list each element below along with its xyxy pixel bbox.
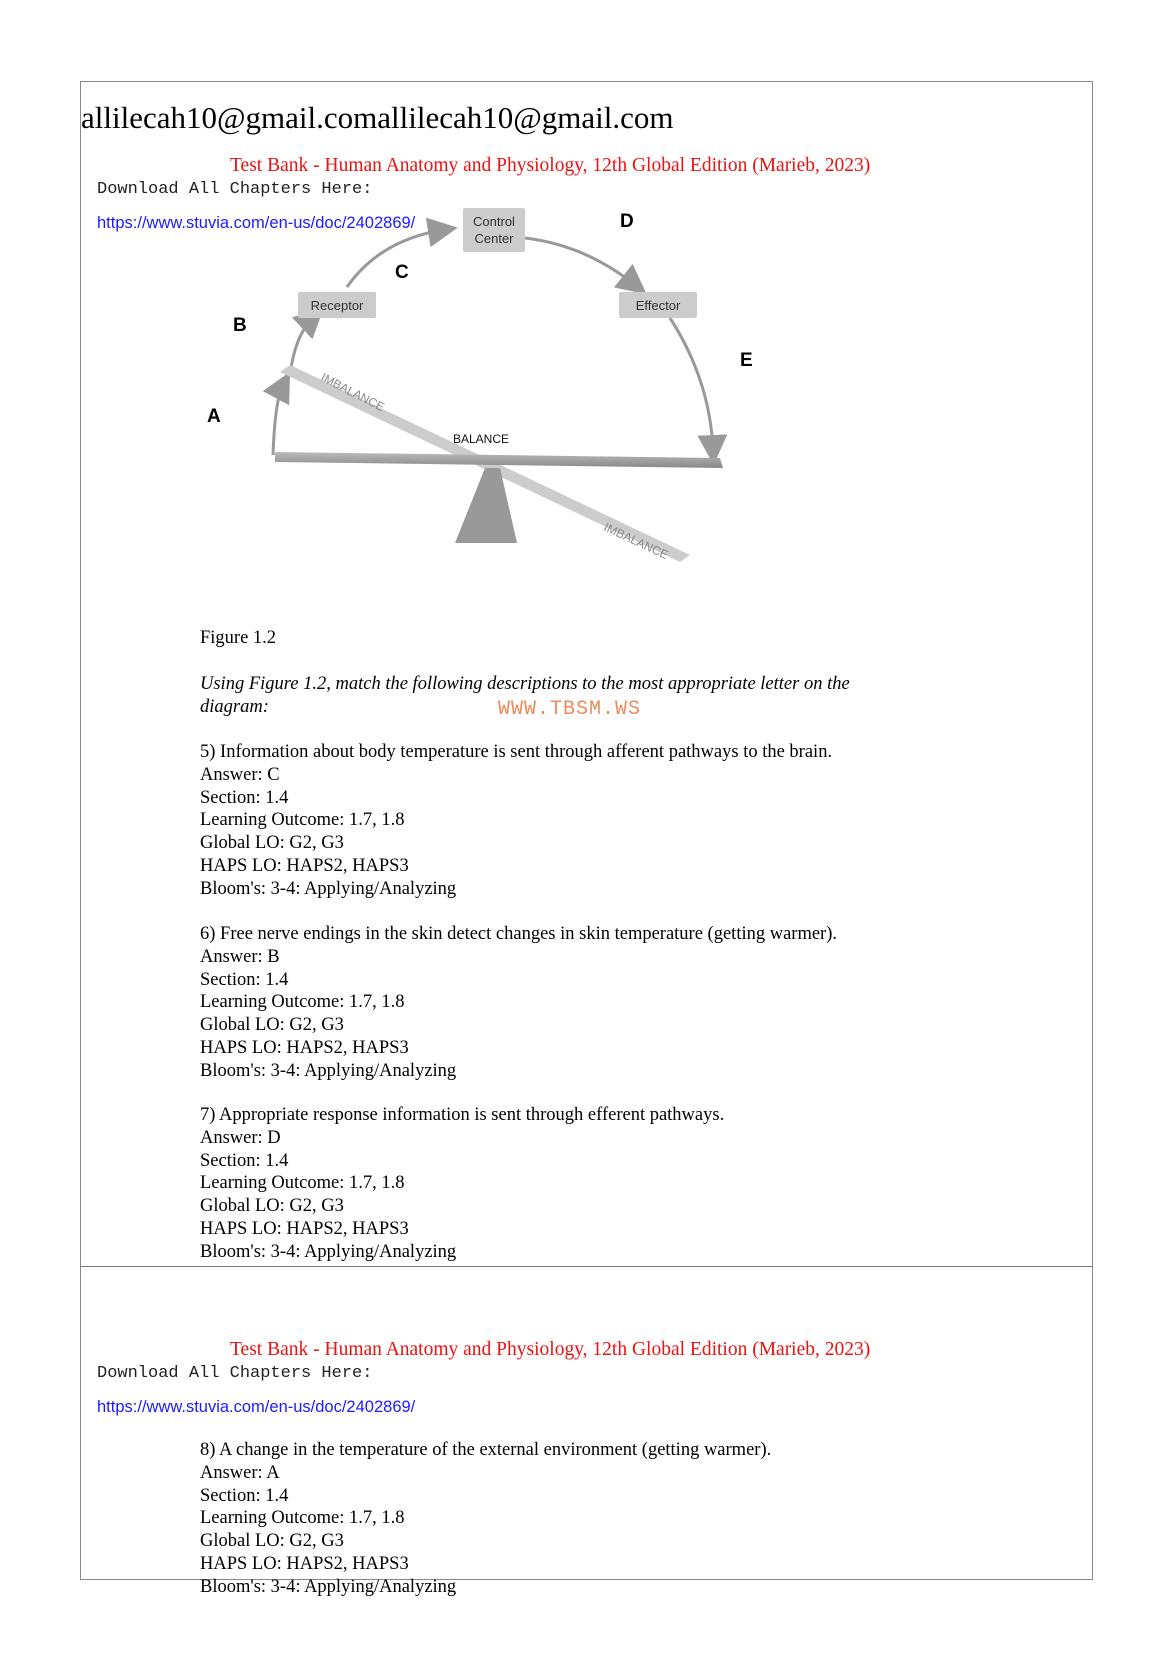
learning-outcome: Learning Outcome: 1.7, 1.8 xyxy=(200,992,405,1013)
download-label-2: Download All Chapters Here: xyxy=(97,1364,373,1383)
arrow-b xyxy=(290,318,313,375)
figure-caption: Figure 1.2 xyxy=(200,628,277,648)
effector-label: Effector xyxy=(635,298,681,313)
question-text: 6) Free nerve endings in the skin detect changes in skin temperature (getting warmer). xyxy=(200,924,838,944)
banner-title-2: Test Bank - Human Anatomy and Physiology, 12th Global Edition (Marieb, 2023) xyxy=(230,1339,871,1360)
control-label-2: Center xyxy=(474,231,514,246)
question-text: 7) Appropriate response information is sent through efferent pathways. xyxy=(200,1105,725,1125)
arrow-d xyxy=(525,238,635,285)
haps-lo: HAPS LO: HAPS2, HAPS3 xyxy=(200,1037,409,1058)
blooms: Bloom's: 3-4: Applying/Analyzing xyxy=(200,1060,457,1081)
page-divider xyxy=(80,1266,1092,1267)
question-text: 5) Information about body temperature is sent through afferent pathways to the brain. xyxy=(200,742,833,762)
homeostasis-diagram xyxy=(195,200,775,570)
instructions-cont: diagram: xyxy=(200,697,269,717)
answer: Answer: A xyxy=(200,1462,280,1483)
download-label: Download All Chapters Here: xyxy=(97,180,373,199)
learning-outcome: Learning Outcome: 1.7, 1.8 xyxy=(200,810,405,831)
global-lo: Global LO: G2, G3 xyxy=(200,1196,344,1217)
letter-a: A xyxy=(207,406,221,427)
question-7 xyxy=(200,1104,724,1264)
answer: Answer: C xyxy=(200,764,280,785)
global-lo: Global LO: G2, G3 xyxy=(200,1015,344,1036)
letter-b: B xyxy=(233,315,247,336)
email-header: allilecah10@gmail.comallilecah10@gmail.com xyxy=(81,100,674,135)
haps-lo: HAPS LO: HAPS2, HAPS3 xyxy=(200,855,409,876)
global-lo: Global LO: G2, G3 xyxy=(200,1531,344,1552)
letter-c: C xyxy=(395,262,409,283)
section: Section: 1.4 xyxy=(200,1150,289,1171)
question-6 xyxy=(200,923,837,1083)
download-link[interactable]: https://www.stuvia.com/en-us/doc/2402869/ xyxy=(97,214,416,232)
question-text: 8) A change in the temperature of the external environment (getting warmer). xyxy=(200,1440,772,1460)
letter-e: E xyxy=(740,350,753,371)
question-5 xyxy=(200,741,832,901)
receptor-label: Receptor xyxy=(310,298,364,313)
global-lo: Global LO: G2, G3 xyxy=(200,833,344,854)
haps-lo: HAPS LO: HAPS2, HAPS3 xyxy=(200,1218,409,1239)
instructions: Using Figure 1.2, match the following descriptions to the most appropriate letter on the xyxy=(200,674,850,694)
learning-outcome: Learning Outcome: 1.7, 1.8 xyxy=(200,1508,405,1529)
download-link-2[interactable]: https://www.stuvia.com/en-us/doc/2402869/ xyxy=(97,1398,416,1416)
arrow-a xyxy=(273,385,283,455)
question-8 xyxy=(200,1439,771,1599)
watermark: WWW.TBSM.WS xyxy=(498,698,642,721)
section: Section: 1.4 xyxy=(200,787,289,808)
section: Section: 1.4 xyxy=(200,969,289,990)
blooms: Bloom's: 3-4: Applying/Analyzing xyxy=(200,878,457,899)
balance-label: BALANCE xyxy=(453,432,510,446)
blooms: Bloom's: 3-4: Applying/Analyzing xyxy=(200,1241,457,1262)
imbalance-label-lower: IMBALANCE xyxy=(601,520,671,563)
arrow-e xyxy=(670,318,713,450)
blooms: Bloom's: 3-4: Applying/Analyzing xyxy=(200,1576,457,1597)
letter-d: D xyxy=(620,211,634,232)
banner-title: Test Bank - Human Anatomy and Physiology, 12th Global Edition (Marieb, 2023) xyxy=(230,155,871,176)
control-label-1: Control xyxy=(473,214,515,229)
answer: Answer: B xyxy=(200,946,280,967)
answer: Answer: D xyxy=(200,1127,281,1148)
haps-lo: HAPS LO: HAPS2, HAPS3 xyxy=(200,1553,409,1574)
imbalance-label-upper: IMBALANCE xyxy=(318,370,387,415)
section: Section: 1.4 xyxy=(200,1485,289,1506)
learning-outcome: Learning Outcome: 1.7, 1.8 xyxy=(200,1173,405,1194)
